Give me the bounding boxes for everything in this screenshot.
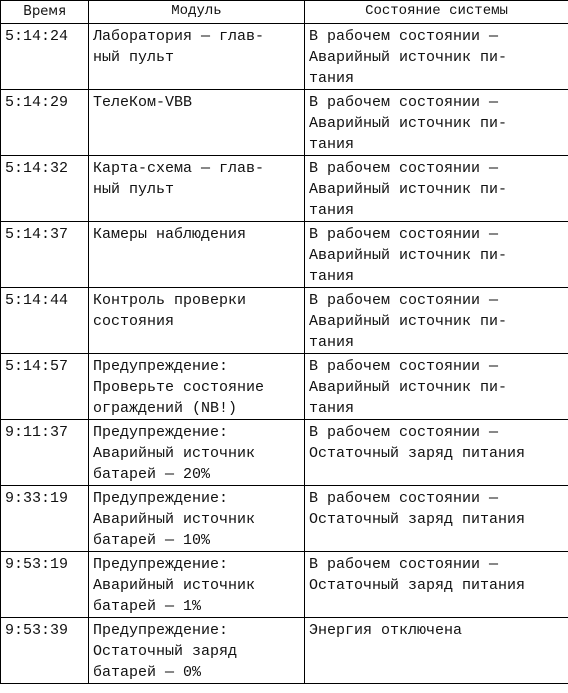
cell-state bbox=[305, 24, 568, 90]
state-text-line: В рабочем состоянии — bbox=[309, 490, 499, 507]
cell-state bbox=[305, 354, 568, 420]
cell-state bbox=[305, 618, 568, 684]
module-text-line: Аварийный источник bbox=[93, 511, 256, 528]
cell-time: 5:14:29 bbox=[1, 90, 89, 156]
module-text-line: Предупреждение: bbox=[93, 622, 229, 639]
table-row bbox=[1, 420, 568, 486]
state-text-line: Аварийный источник пи- bbox=[309, 49, 508, 66]
cell-module bbox=[89, 486, 305, 552]
table-body bbox=[1, 24, 568, 684]
column-header-module: Модуль bbox=[89, 1, 305, 24]
state-text-line: тания bbox=[309, 400, 355, 417]
table-row bbox=[1, 618, 568, 684]
module-text-line: Предупреждение: bbox=[93, 556, 229, 573]
table-row bbox=[1, 156, 568, 222]
state-text-line: Остаточный заряд питания bbox=[309, 511, 526, 528]
state-text-line: В рабочем состоянии — bbox=[309, 94, 499, 111]
cell-module bbox=[89, 156, 305, 222]
cell-module bbox=[89, 288, 305, 354]
cell-module bbox=[89, 354, 305, 420]
module-text-line: Камеры наблюдения bbox=[93, 226, 247, 243]
module-text-line: батарей — 0% bbox=[93, 664, 202, 681]
cell-time: 5:14:44 bbox=[1, 288, 89, 354]
cell-module bbox=[89, 618, 305, 684]
cell-state bbox=[305, 288, 568, 354]
table-row bbox=[1, 354, 568, 420]
table-row bbox=[1, 288, 568, 354]
module-text-line: ный пульт bbox=[93, 181, 175, 198]
state-text-line: Аварийный источник пи- bbox=[309, 379, 508, 396]
state-text-line: тания bbox=[309, 202, 355, 219]
state-text-line: В рабочем состоянии — bbox=[309, 358, 499, 375]
cell-time: 5:14:37 bbox=[1, 222, 89, 288]
cell-time: 9:53:39 bbox=[1, 618, 89, 684]
state-text-line: В рабочем состоянии — bbox=[309, 424, 499, 441]
cell-time: 5:14:24 bbox=[1, 24, 89, 90]
cell-module bbox=[89, 420, 305, 486]
state-text-line: тания bbox=[309, 268, 355, 285]
state-text-line: Аварийный источник пи- bbox=[309, 313, 508, 330]
module-text-line: Предупреждение: bbox=[93, 490, 229, 507]
table-header-row bbox=[1, 1, 568, 24]
module-text-line: ТелеКом-VBB bbox=[93, 94, 193, 111]
module-text-line: Лаборатория — глав- bbox=[93, 28, 265, 45]
column-header-time: Время bbox=[1, 1, 89, 24]
cell-time: 9:53:19 bbox=[1, 552, 89, 618]
module-text-line: батарей — 1% bbox=[93, 598, 202, 615]
cell-module bbox=[89, 222, 305, 288]
table-row bbox=[1, 24, 568, 90]
module-text-line: ограждений (NB!) bbox=[93, 400, 238, 417]
state-text-line: В рабочем состоянии — bbox=[309, 28, 499, 45]
state-text-line: В рабочем состоянии — bbox=[309, 292, 499, 309]
state-text-line: Остаточный заряд питания bbox=[309, 577, 526, 594]
column-header-state: Состояние системы bbox=[305, 1, 568, 24]
cell-state bbox=[305, 420, 568, 486]
table-row bbox=[1, 222, 568, 288]
state-text-line: В рабочем состоянии — bbox=[309, 556, 499, 573]
cell-time: 9:33:19 bbox=[1, 486, 89, 552]
module-text-line: Предупреждение: bbox=[93, 424, 229, 441]
module-text-line: батарей — 10% bbox=[93, 532, 211, 549]
cell-module bbox=[89, 24, 305, 90]
state-text-line: Аварийный источник пи- bbox=[309, 115, 508, 132]
state-text-line: В рабочем состоянии — bbox=[309, 160, 499, 177]
module-text-line: состояния bbox=[93, 313, 175, 330]
table-row bbox=[1, 552, 568, 618]
state-text-line: Энергия отключена bbox=[309, 622, 463, 639]
state-text-line: Аварийный источник пи- bbox=[309, 247, 508, 264]
cell-module bbox=[89, 552, 305, 618]
cell-module bbox=[89, 90, 305, 156]
state-text-line: Остаточный заряд питания bbox=[309, 445, 526, 462]
cell-time: 9:11:37 bbox=[1, 420, 89, 486]
cell-state bbox=[305, 222, 568, 288]
cell-time: 5:14:32 bbox=[1, 156, 89, 222]
module-text-line: батарей — 20% bbox=[93, 466, 211, 483]
cell-time: 5:14:57 bbox=[1, 354, 89, 420]
module-text-line: ный пульт bbox=[93, 49, 175, 66]
cell-state bbox=[305, 90, 568, 156]
cell-state bbox=[305, 552, 568, 618]
state-text-line: Аварийный источник пи- bbox=[309, 181, 508, 198]
state-text-line: тания bbox=[309, 136, 355, 153]
cell-state bbox=[305, 486, 568, 552]
module-text-line: Аварийный источник bbox=[93, 577, 256, 594]
module-text-line: Остаточный заряд bbox=[93, 643, 238, 660]
table-row bbox=[1, 486, 568, 552]
state-text-line: В рабочем состоянии — bbox=[309, 226, 499, 243]
table-row bbox=[1, 90, 568, 156]
module-text-line: Контроль проверки bbox=[93, 292, 247, 309]
module-text-line: Проверьте состояние bbox=[93, 379, 265, 396]
module-text-line: Аварийный источник bbox=[93, 445, 256, 462]
module-text-line: Предупреждение: bbox=[93, 358, 229, 375]
state-text-line: тания bbox=[309, 70, 355, 87]
module-text-line: Карта-схема — глав- bbox=[93, 160, 265, 177]
cell-state bbox=[305, 156, 568, 222]
state-text-line: тания bbox=[309, 334, 355, 351]
